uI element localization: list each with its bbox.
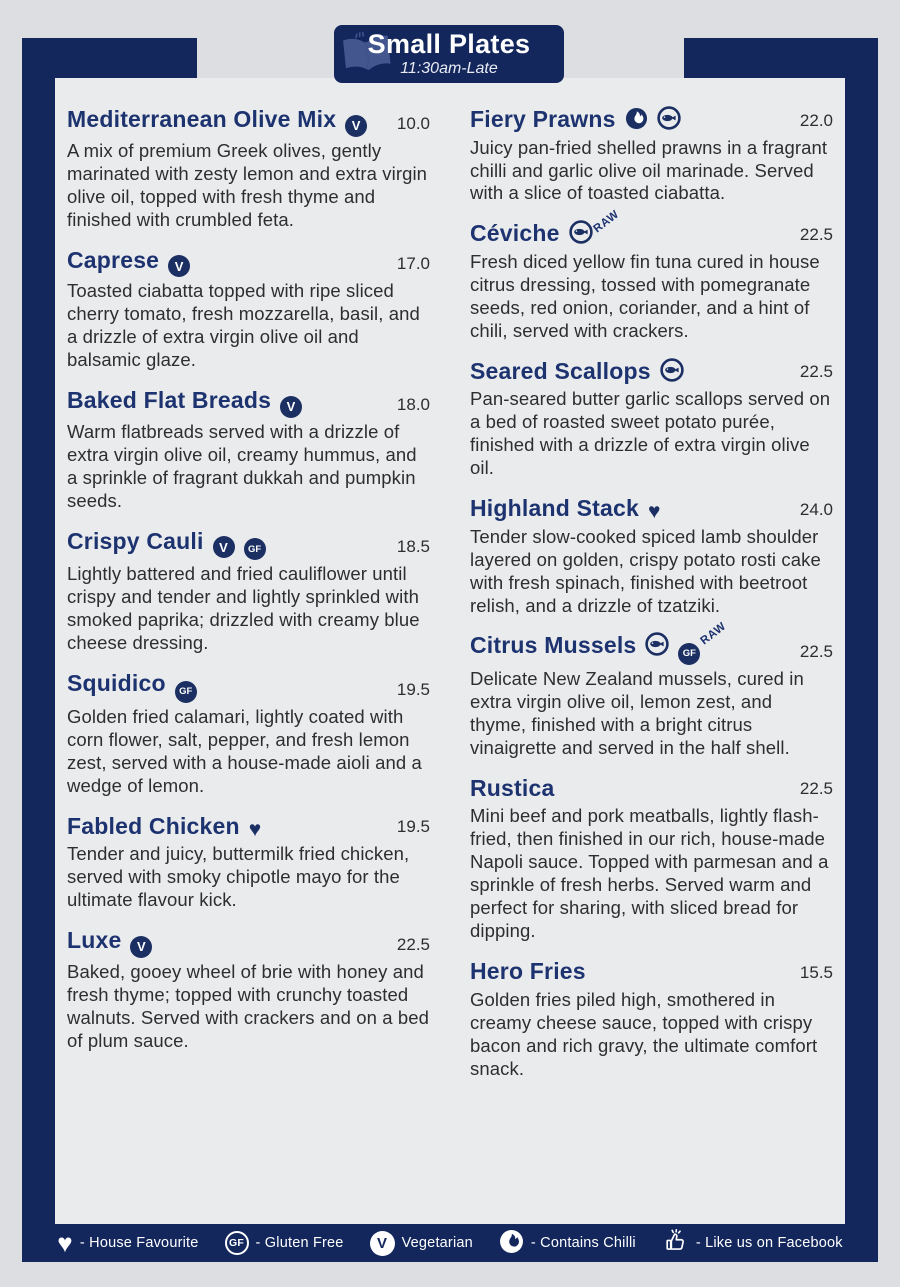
menu-item-name-text: Mediterranean Olive Mix — [67, 106, 337, 132]
raw-label: RAW — [698, 620, 729, 648]
legend-label: - Like us on Facebook — [695, 1235, 843, 1251]
menu-header — [334, 25, 564, 83]
vegetarian-icon: V — [168, 255, 190, 277]
menu-item-description: Tender and juicy, buttermilk fried chicken, served with smoky chipotle mayo for the ultimate flavour kick. — [67, 843, 410, 911]
menu-item-name — [470, 958, 790, 986]
gluten-free-icon: GF — [175, 681, 197, 703]
fish-icon — [569, 220, 593, 244]
menu-item-price: 10.0 — [396, 113, 430, 133]
menu-item-name — [470, 775, 790, 803]
menu-item-price: 17.0 — [396, 254, 430, 274]
menu-item-price: 24.0 — [799, 499, 833, 519]
fish-icon — [657, 106, 681, 130]
menu-item-price: 18.0 — [396, 394, 430, 414]
menu-item-name — [67, 247, 387, 278]
menu-item — [67, 813, 430, 912]
frame-left-bar — [22, 38, 55, 1262]
vegetarian-icon: V — [370, 1231, 395, 1256]
menu-item-name-text: Hero Fries — [470, 958, 586, 985]
menu-item-name-text: Citrus Mussels — [470, 632, 637, 659]
menu-item — [67, 247, 430, 373]
menu-item-name-text: Crispy Cauli — [67, 527, 204, 554]
menu-item-description: Golden fries piled high, smothered in creamy cheese sauce, topped with crispy bacon and rich gravy, the ultimate comfort snack. — [470, 988, 818, 1079]
menu-item-price: 15.5 — [799, 962, 833, 982]
menu-item-price: 22.5 — [799, 225, 833, 244]
menu-item-description: Toasted ciabatta topped with ripe sliced cherry tomato, fresh mozzarella, basil, and a drizzle of extra virgin olive oil and balsamic glaze. — [67, 280, 420, 371]
menu-item-header — [470, 208, 833, 248]
menu-item-price: 18.5 — [396, 537, 430, 557]
menu-item-description: Fresh diced yellow fin tuna cured in house citrus dressing, tossed with pomegranate seeds, red onion, coriander, and a hint of chili, served with crackers. — [470, 251, 820, 341]
menu-item-description: A mix of premium Greek olives, gently marinated with zesty lemon and extra virgin olive oil, topped with fresh thyme and finished with crumbled feta. — [67, 139, 428, 230]
chilli-icon — [499, 1229, 524, 1258]
heart-icon: ♥ — [57, 1228, 73, 1258]
menu-item — [470, 106, 833, 205]
menu-item-name-text: Baked Flat Breads — [67, 387, 272, 414]
menu-item-description: Golden fried calamari, lightly coated with corn flower, salt, pepper, and fresh lemon zest, served with a house-made aioli and a wedge of lemon. — [67, 705, 422, 796]
legend-item — [225, 1231, 344, 1255]
menu-item-description: Juicy pan-fried shelled prawns in a fragrant chilli and garlic olive oil marinade. Served with a slice of toasted ciabatta. — [470, 136, 828, 204]
menu-item-header — [67, 247, 430, 278]
page-subtitle: 11:30am-Late — [400, 60, 498, 77]
menu-item-name-text: Fiery Prawns — [470, 106, 616, 132]
menu-item-name — [470, 358, 790, 386]
legend-item — [499, 1229, 636, 1258]
menu-item-name — [67, 670, 387, 703]
menu-item-description: Baked, gooey wheel of brie with honey and fresh thyme; topped with crunchy toasted walnuts. Served with crackers and on a bed of plum sauce. — [67, 960, 430, 1051]
fish-icon — [645, 632, 669, 656]
menu-item-header — [67, 106, 430, 137]
menu-item — [470, 620, 833, 759]
menu-item-price: 19.5 — [396, 817, 430, 837]
facebook-like-icon — [662, 1228, 689, 1259]
menu-item-description: Tender slow-cooked spiced lamb shoulder layered on golden, crispy potato rosti cake with fresh spinach, finished with beetroot relish, and a drizzle of tzatziki. — [470, 525, 821, 616]
menu-column-left — [67, 106, 430, 1095]
menu-item-header — [67, 387, 430, 418]
legend-item — [370, 1231, 473, 1256]
menu-column-right — [470, 106, 833, 1095]
menu-item-header — [67, 813, 430, 841]
vegetarian-icon: V — [213, 536, 235, 558]
gluten-free-icon: GF — [225, 1231, 249, 1255]
menu-item — [67, 927, 430, 1053]
menu-item-header — [470, 106, 833, 134]
menu-item-description: Warm flatbreads served with a drizzle of extra virgin olive oil, creamy hummus, and a sprinkle of fragrant dukkah and pumpkin seeds. — [67, 420, 417, 511]
menu-item-price: 22.5 — [799, 779, 833, 799]
menu-item-description: Mini beef and pork meatballs, lightly flash-fried, then finished in our rich, house-made Napoli sauce. Topped with parmesan and a sprinkle of fresh herbs. Served warm and perfect for sharing, with sliced bread for dipping. — [470, 805, 829, 942]
menu-item-name-text: Céviche — [470, 220, 560, 247]
legend-label: Vegetarian — [401, 1235, 473, 1251]
menu-item-name-text: Luxe — [67, 926, 122, 953]
legend-label: - House Favourite — [79, 1235, 199, 1251]
menu-item-name-text: Caprese — [67, 246, 160, 273]
legend-bar — [22, 1224, 878, 1262]
house-favourite-heart-icon: ♥ — [647, 500, 661, 524]
vegetarian-icon: V — [345, 115, 367, 137]
menu-item-price: 22.5 — [799, 362, 833, 382]
menu-item — [67, 106, 430, 232]
menu-item-header — [470, 620, 833, 665]
legend-item — [57, 1230, 198, 1256]
menu-item-header — [470, 958, 833, 986]
house-favourite-heart-icon: ♥ — [248, 817, 262, 841]
menu-item — [470, 775, 833, 943]
menu-item — [67, 387, 430, 513]
menu-item-header — [470, 358, 833, 386]
menu-item-name-text: Fabled Chicken — [67, 812, 240, 839]
menu-item-header — [470, 775, 833, 803]
menu-item — [470, 495, 833, 617]
menu-item-name-text: Squidico — [67, 670, 166, 697]
menu-columns — [67, 106, 833, 1095]
menu-item — [67, 670, 430, 797]
raw-label: RAW — [591, 208, 622, 236]
menu-item-price: 19.5 — [396, 679, 430, 699]
menu-item — [470, 358, 833, 480]
menu-item-name-text: Highland Stack — [470, 495, 639, 522]
menu-item-name — [470, 620, 790, 665]
legend-label: - Contains Chilli — [530, 1235, 636, 1251]
menu-item-name — [470, 495, 790, 523]
menu-item — [470, 958, 833, 1080]
menu-item-header — [67, 670, 430, 703]
menu-item-description: Delicate New Zealand mussels, cured in extra virgin olive oil, lemon zest, and thyme, finished with a bright citrus vinaigrette and served in the half shell. — [470, 668, 804, 758]
menu-item-price: 22.5 — [799, 642, 833, 662]
chilli-icon — [625, 107, 648, 130]
vegetarian-icon: V — [280, 396, 302, 418]
menu-item-name — [470, 106, 790, 134]
gluten-free-icon: GF — [678, 643, 700, 665]
menu-item-name — [67, 106, 387, 137]
legend-item — [662, 1228, 843, 1259]
menu-item-description: Lightly battered and fried cauliflower until crispy and tender and lightly sprinkled with smoked paprika; drizzled with creamy blue cheese dressing. — [67, 563, 420, 654]
vegetarian-icon: V — [130, 936, 152, 958]
menu-item-name-text: Seared Scallops — [470, 357, 651, 384]
page-title: Small Plates — [367, 29, 531, 59]
menu-item-name — [67, 927, 387, 958]
menu-item — [67, 528, 430, 655]
menu-item-name — [470, 208, 790, 248]
menu-item-header — [470, 495, 833, 523]
menu-item-name — [67, 387, 387, 418]
frame-right-bar — [845, 38, 878, 1262]
menu-item-price: 22.5 — [396, 934, 430, 954]
gluten-free-icon: GF — [244, 538, 266, 560]
menu-item-header — [67, 927, 430, 958]
menu-item-name-text: Rustica — [470, 774, 555, 801]
menu-item — [470, 208, 833, 342]
menu-item-name — [67, 528, 387, 561]
menu-item-header — [67, 528, 430, 561]
fish-icon — [660, 358, 684, 382]
menu-item-price: 22.0 — [799, 110, 833, 130]
menu-item-description: Pan-seared butter garlic scallops served on a bed of roasted sweet potato purée, finished with a drizzle of extra virgin olive oil. — [470, 388, 831, 479]
legend-label: - Gluten Free — [255, 1235, 344, 1251]
menu-item-name — [67, 813, 387, 841]
